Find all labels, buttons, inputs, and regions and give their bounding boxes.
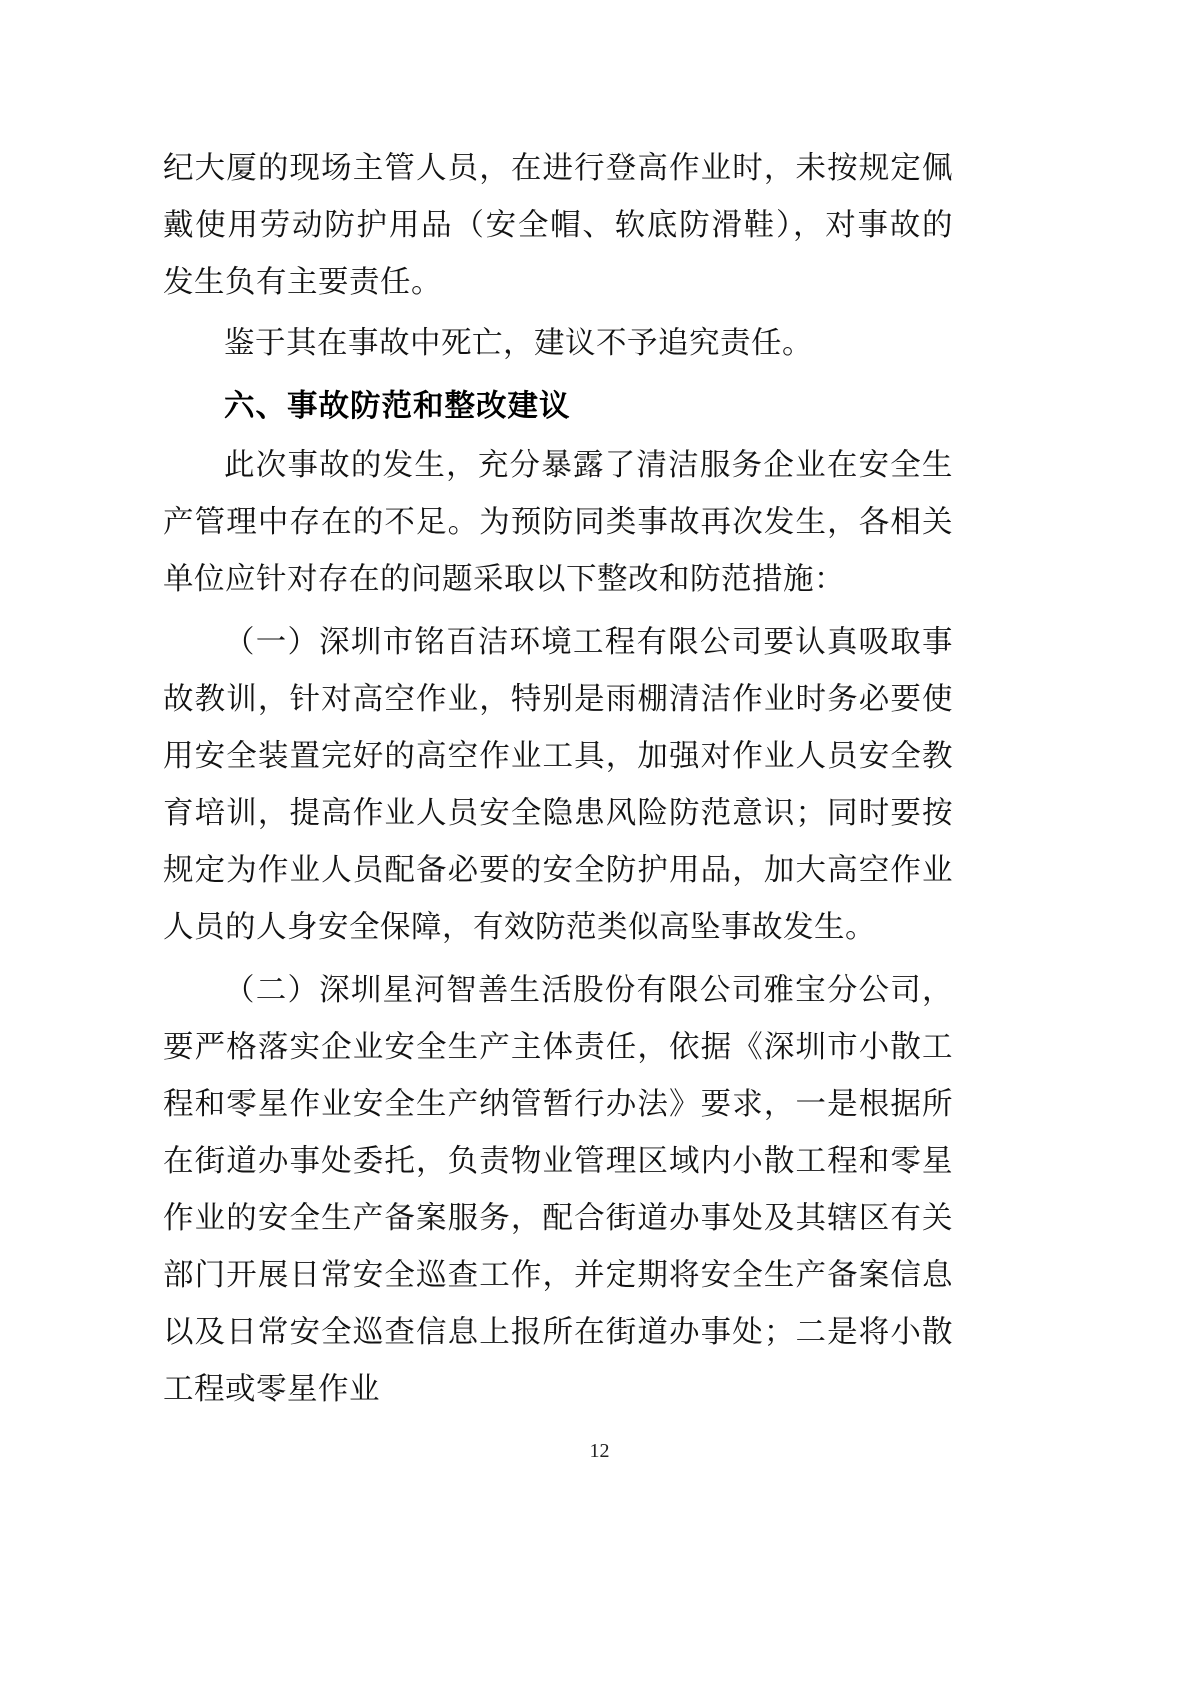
paragraph-measure-one: （一）深圳市铭百洁环境工程有限公司要认真吸取事故教训，针对高空作业，特别是雨棚清洁作业时务必要使用安全装置完好的高空作业工具，加强对作业人员安全教育培训，提高作业人员安全隐患风险防范意识；同时要按规定为作业人员配备必要的安全防护用品，加大高空作业人员的人身安全保障，有效防范类似高坠事故发生。 bbox=[163, 625, 953, 944]
paragraph-responsibility: 纪大厦的现场主管人员，在进行登高作业时，未按规定佩戴使用劳动防护用品（安全帽、软底防滑鞋），对事故的发生负有主要责任。 bbox=[163, 151, 953, 299]
page-body bbox=[163, 140, 953, 1418]
page-number: 12 bbox=[589, 1440, 610, 1462]
paragraph-measure-two: （二）深圳星河智善生活股份有限公司雅宝分公司，要严格落实企业安全生产主体责任，依据《深圳市小散工程和零星作业安全生产纳管暂行办法》要求，一是根据所在街道办事处委托，负责物业管理区域内小散工程和零星作业的安全生产备案服务，配合街道办事处及其辖区有关部门开展日常安全巡查工作，并定期将安全生产备案信息以及日常安全巡查信息上报所在街道办事处；二是将小散工程或零星作业 bbox=[163, 973, 953, 1406]
paragraph-no-pursuit: 鉴于其在事故中死亡，建议不予追究责任。 bbox=[224, 326, 813, 360]
section-heading-six: 六、事故防范和整改建议 bbox=[224, 389, 571, 424]
paragraph-exposure-summary: 此次事故的发生，充分暴露了清洁服务企业在安全生产管理中存在的不足。为预防同类事故再次发生，各相关单位应针对存在的问题采取以下整改和防范措施： bbox=[163, 448, 953, 596]
